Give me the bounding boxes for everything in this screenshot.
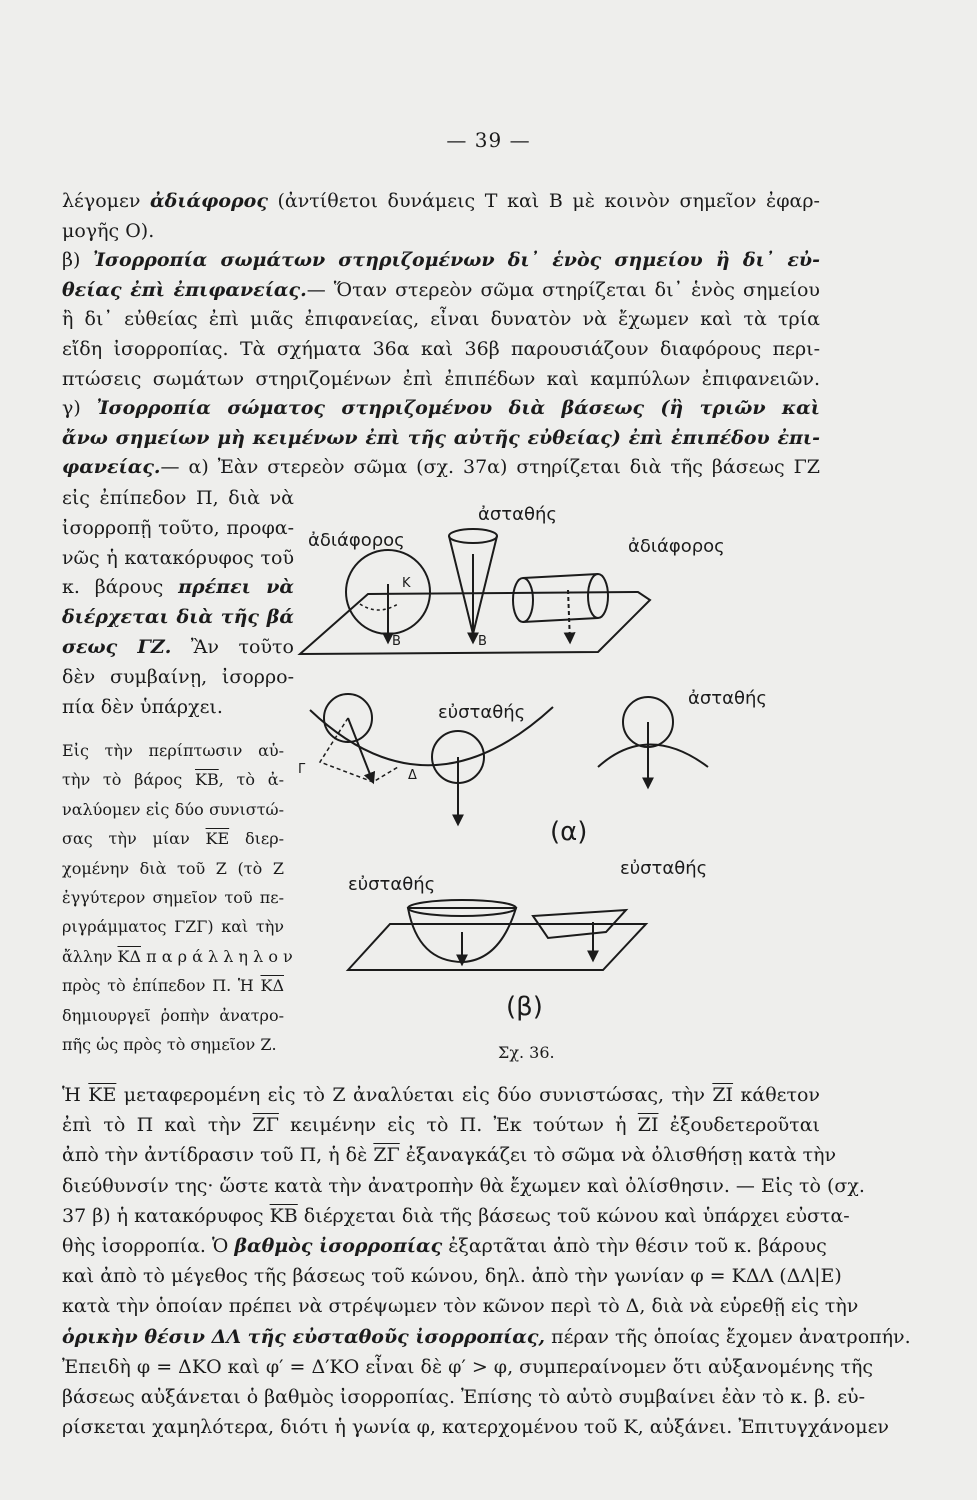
text-span: ἰσορροπῇ τοῦτο, προφα-: [62, 516, 294, 539]
text-span: ὁρικὴν θέσιν ΔΛ τῆς εὐσταθοῦς ἰσορροπίας,: [62, 1325, 546, 1348]
text-span: βαθμὸς ἰσορροπίας: [234, 1235, 443, 1257]
sphere-indifferent: [346, 550, 430, 642]
text-line: [62, 663, 294, 691]
text-line: [62, 916, 284, 938]
text-span: , τὸ ἀ-: [218, 770, 284, 790]
text-span: ἀδιάφορος: [150, 190, 268, 212]
text-span: σας τὴν μίαν: [62, 829, 206, 849]
text-span: δημιουργεῖ ῥοπὴν ἀνατρο-: [62, 1005, 284, 1025]
text-line: [62, 887, 284, 909]
text-line: [62, 1034, 284, 1056]
text-span: χομένην διὰ τοῦ Ζ (τὸ Ζ: [62, 858, 284, 878]
text-span: τὴν τὸ βάρος: [62, 770, 195, 790]
text-line: [62, 1202, 850, 1230]
text-span: κάθετον: [733, 1084, 820, 1106]
text-span: ἐξουδετεροῦται: [658, 1114, 820, 1137]
label-astathis-right: ἀσταθής: [688, 688, 767, 709]
text-span: ἐγγύτερον σημεῖον τοῦ πε-: [62, 888, 284, 907]
text-line: [62, 394, 820, 422]
text-line: [62, 769, 284, 791]
text-span: π α ρ ά λ λ η λ ο ν: [141, 946, 293, 966]
text-line: [62, 603, 294, 631]
text-span: πέραν τῆς ὁποίας ἔχομεν ἀνατροπήν.: [545, 1325, 911, 1348]
text-span: ἄνω σημείων μὴ κειμένων ἐπὶ τῆς αὐτῆς εὐθείας) ἐπὶ ἐπιπέδου ἐπι-: [62, 426, 820, 449]
text-span: Εἰς τὴν περίπτωσιν αὐ-: [62, 741, 284, 760]
label-B-sphere: Β: [392, 634, 401, 649]
text-span: — α) Ἐὰν στερεὸν σῶμα (σχ. 37α) στηρίζεται διὰ τῆς βάσεως ΓΖ: [160, 456, 820, 479]
text-span: φανείας.: [62, 456, 161, 479]
text-span: 37 β) ἡ κατακόρυφος: [62, 1204, 270, 1227]
text-line: [62, 217, 820, 245]
text-span: ριγράμματος ΓΖΓ) καὶ τὴν: [62, 917, 284, 937]
text-span: (ἀντίθετοι δυνάμεις Τ καὶ Β μὲ κοινὸν σημεῖον ἐφαρ-: [267, 190, 820, 212]
text-line: [62, 365, 820, 393]
vector-label: $\overline{KE}$: [88, 1084, 117, 1106]
page-number: — 39 —: [446, 128, 531, 152]
text-span: ἄλλην: [62, 946, 118, 966]
vector-label: $\overline{Z\Gamma}$: [252, 1114, 279, 1137]
text-line: [62, 1005, 284, 1027]
hump-unstable: [598, 697, 708, 787]
label-astathis-top: ἀσταθής: [478, 504, 557, 525]
label-part-b: (β): [506, 992, 543, 1022]
cone-unstable: [449, 529, 497, 642]
label-part-a: (α): [550, 817, 588, 847]
label-D: Δ: [408, 768, 417, 783]
text-line: [62, 484, 294, 512]
text-span: μογῆς Ο).: [62, 219, 155, 242]
text-span: ἢ δι᾽ εὐθείας ἐπὶ μιᾶς ἐπιφανείας, εἶναι δυνατὸν νὰ ἔχωμεν καὶ τὰ τρία: [62, 308, 820, 331]
text-line: [62, 1383, 866, 1411]
text-line: [62, 424, 820, 452]
text-line: [62, 1353, 874, 1381]
text-span: κ. βάρους: [62, 576, 179, 599]
text-span: γ): [62, 397, 97, 420]
text-span: θὴς ἰσορροπία. Ὁ: [62, 1235, 235, 1257]
text-span: θείας ἐπὶ ἐπιφανείας.: [62, 278, 307, 301]
plane-b: [348, 900, 646, 970]
text-line: [62, 633, 294, 661]
text-span: εἴδη ἰσορροπίας. Τὰ σχήματα 36α καὶ 36β παρουσιάζουν διαφόρους περι-: [62, 338, 820, 360]
text-span: πτώσεις σωμάτων στηριζομένων ἐπὶ ἐπιπέδων καὶ καμπύλων ἐπιφανειῶν.: [62, 367, 820, 390]
text-span: λέγομεν: [62, 190, 151, 212]
text-line: [62, 276, 820, 304]
text-line: [62, 1232, 827, 1260]
text-span: εἰς ἐπίπεδον Π, διὰ νὰ: [62, 487, 294, 509]
text-span: Ἐπειδὴ φ = ΔΚΟ καὶ φ′ = Δ′ΚΟ εἶναι δὲ φ′ > φ, συμπεραίνομεν ὅτι αὐξανομένης τῆς: [62, 1355, 874, 1378]
vector-label: $\overline{KB}$: [269, 1204, 298, 1227]
text-line: [62, 305, 820, 333]
text-span: ἐξαναγκάζει τὸ σῶμα νὰ ὀλισθήσῃ κατὰ τὴν: [399, 1144, 837, 1167]
cylinder-indifferent: [513, 574, 608, 642]
label-K-sphere: Κ: [402, 576, 411, 591]
text-span: μεταφερομένη εἰς τὸ Ζ ἀναλύεται εἰς δύο συνιστώσας, τὴν: [116, 1084, 713, 1106]
text-span: Ἰσορροπία σωμάτων στηριζομένων δι᾽ ἑνὸς σημείου ἢ δι᾽ εὐ-: [92, 249, 820, 272]
text-line: [62, 453, 820, 481]
text-span: ναλύομεν εἰς δύο συνιστώ-: [62, 799, 284, 819]
vector-label: $\overline{K\Delta}$: [117, 946, 141, 966]
label-G: Γ: [298, 762, 306, 777]
text-span: δὲν συμβαίνῃ, ἰσορρο-: [62, 665, 294, 688]
figure-drawing: [278, 492, 828, 1072]
text-span: πῆς ὡς πρὸς τὸ σημεῖον Ζ.: [62, 1035, 277, 1054]
label-eustathis-b-left: εὐσταθής: [348, 874, 436, 895]
text-line: [62, 1172, 865, 1200]
text-line: [62, 799, 284, 821]
text-span: — Ὅταν στερεὸν σῶμα στηρίζεται δι᾽ ἑνὸς σημείου: [306, 278, 820, 301]
vector-label: $\overline{ZI}$: [712, 1084, 734, 1106]
text-line: [62, 573, 294, 601]
text-span: Ἂν τοῦτο: [171, 636, 294, 658]
text-span: ἐπὶ τὸ Π καὶ τὴν: [62, 1114, 253, 1137]
text-span: πρέπει νὰ: [178, 576, 294, 599]
text-line: [62, 693, 294, 721]
vector-label: $\overline{Z\Gamma}$: [373, 1144, 400, 1167]
text-span: διερ-: [229, 829, 285, 849]
text-span: σεως ΓΖ.: [62, 636, 172, 658]
text-line: [62, 514, 294, 542]
vector-label: $\overline{KB}$: [194, 770, 219, 790]
text-line: [62, 187, 820, 215]
vector-label: $\overline{KE}$: [205, 829, 230, 849]
text-line: [62, 246, 820, 274]
text-span: βάσεως αὐξάνεται ὁ βαθμὸς ἰσορροπίας. Ἐπίσης τὸ αὐτὸ συμβαίνει ἐὰν τὸ κ. β. εὑ-: [62, 1386, 866, 1408]
text-line: [62, 335, 820, 363]
text-line: [62, 858, 284, 880]
text-span: κειμένην εἰς τὸ Π. Ἐκ τούτων ἡ: [278, 1114, 638, 1137]
text-span: κατὰ τὴν ὁποίαν πρέπει νὰ στρέψωμεν τὸν κῶνον περὶ τὸ Δ, διὰ νὰ εὑρεθῇ εἰς τὴν: [62, 1295, 859, 1318]
text-span: Ἡ: [62, 1084, 89, 1106]
label-B-cone: Β: [478, 634, 487, 649]
text-line: [62, 544, 294, 572]
figure-36: [278, 492, 828, 1072]
label-adiaforos-left: ἀδιάφορος: [308, 530, 405, 551]
text-line: [62, 1413, 889, 1441]
text-line: [62, 946, 293, 968]
text-span: ἐξαρτᾶται ἀπὸ τὴν θέσιν τοῦ κ. βάρους: [442, 1235, 827, 1257]
figure-caption: Σχ. 36.: [498, 1043, 555, 1062]
text-span: ἀπὸ τὴν ἀντίδρασιν τοῦ Π, ἡ δὲ: [62, 1144, 374, 1167]
label-eustathis-b-right: εὐσταθής: [620, 858, 708, 879]
label-eustathis-mid: εὐσταθής: [438, 702, 526, 723]
text-span: διεύθυνσίν της· ὥστε κατὰ τὴν ἀνατροπὴν θὰ ἔχωμεν καὶ ὀλίσθησιν. — Εἰς τὸ (σχ.: [62, 1174, 865, 1197]
text-line: [62, 828, 284, 850]
text-span: διέρχεται διὰ τῆς βάσεως τοῦ κώνου καὶ ὑπάρχει εὐστα-: [297, 1204, 850, 1227]
text-line: [62, 975, 284, 997]
vector-label: $\overline{ZI}$: [637, 1114, 659, 1137]
label-adiaforos-right: ἀδιάφορος: [628, 536, 725, 557]
text-span: πία δὲν ὑπάρχει.: [62, 695, 223, 718]
vector-label: $\overline{K\Delta}$: [260, 976, 284, 996]
text-line: [62, 740, 284, 762]
text-span: διέρχεται διὰ τῆς βά: [62, 606, 294, 629]
text-span: ρίσκεται χαμηλότερα, διότι ἡ γωνία φ, κατερχομένου τοῦ Κ, αὐξάνει. Ἐπιτυγχάνομεν: [62, 1416, 889, 1439]
text-line: [62, 1323, 911, 1351]
text-span: καὶ ἀπὸ τὸ μέγεθος τῆς βάσεως τοῦ κώνου, δηλ. ἀπὸ τὴν γωνίαν φ = ΚΔΛ (ΔΛ|Ε): [62, 1265, 842, 1288]
text-span: Ἰσορροπία σώματος στηριζομένου διὰ βάσεως (ἢ τριῶν καὶ: [96, 397, 820, 420]
text-line: [62, 1111, 820, 1139]
text-span: β): [62, 249, 93, 272]
text-span: νῶς ἡ κατακόρυφος τοῦ: [62, 546, 294, 569]
text-line: [62, 1081, 820, 1109]
text-line: [62, 1141, 837, 1169]
text-span: πρὸς τὸ ἐπίπεδον Π. Ἡ: [62, 976, 261, 996]
text-line: [62, 1262, 842, 1290]
text-line: [62, 1292, 859, 1320]
